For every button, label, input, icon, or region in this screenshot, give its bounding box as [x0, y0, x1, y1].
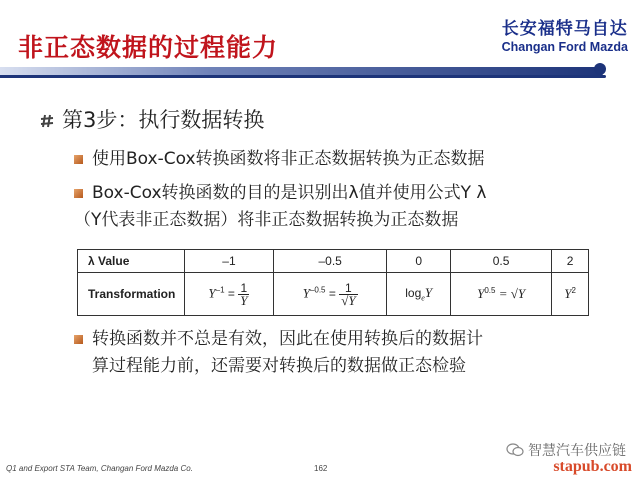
formula-part: log: [405, 286, 422, 301]
slide-title: 非正态数据的过程能力: [18, 33, 279, 62]
table-cell: [185, 273, 274, 316]
formula-part: e: [421, 293, 425, 303]
table-cell: –1: [185, 250, 274, 273]
formula-part: –1: [215, 285, 225, 295]
slide-header: [0, 0, 640, 80]
formula-part: 2: [571, 286, 576, 295]
square-bullet-icon: [74, 155, 83, 164]
formula-part: Y: [477, 286, 485, 301]
chat-icon: [506, 443, 524, 457]
watermark-site: stapub.com: [553, 458, 632, 475]
formula-part: Y: [424, 285, 433, 301]
bullet-text-line: （Y代表非正态数据）将非正态数据转换为正态数据: [74, 210, 459, 230]
table-cell: 0.5: [450, 250, 551, 273]
hash-bullet-icon: [40, 114, 54, 128]
footer-team: Q1 and Export STA Team, Changan Ford Mazda Co.: [6, 464, 193, 473]
bullet-text: 使用Box-Cox转换函数将非正态数据转换为正态数据: [92, 149, 485, 169]
table-cell: [450, 273, 551, 316]
bullet-item: [92, 146, 485, 173]
table-row: [78, 250, 589, 273]
fraction: [339, 282, 357, 307]
logo-chinese-text: 长安福特马自达: [501, 19, 628, 39]
table-cell: [387, 273, 451, 316]
bullet-text-line: Box-Cox转换函数的目的是识别出λ值并使用公式Y λ: [92, 183, 487, 203]
table-cell: [552, 273, 589, 316]
formula-part: =: [224, 286, 239, 301]
header-divider-cap: [594, 63, 606, 75]
watermark-text: 智慧汽车供应链: [528, 443, 626, 459]
formula-part: √Y: [341, 292, 356, 308]
table-header-lambda: λ Value: [78, 250, 185, 273]
table-row: [78, 273, 589, 316]
table-header-transformation: Transformation: [78, 273, 185, 316]
fraction: [238, 282, 249, 307]
formula-part: =: [325, 286, 340, 301]
square-bullet-icon: [74, 335, 83, 344]
formula-part: 1: [238, 282, 249, 295]
step-heading: [40, 104, 264, 134]
company-logo: [502, 14, 628, 54]
table-cell: 2: [552, 250, 589, 273]
formula-part: Y: [302, 285, 310, 301]
formula-part: Y: [208, 285, 216, 301]
formula-part: 0.5: [484, 286, 496, 295]
bullet-text-line: 转换函数并不总是有效，因此在使用转换后的数据计: [92, 329, 483, 349]
page-number: 162: [314, 464, 328, 473]
bullet-text-line: 算过程能力前，还需要对转换后的数据做正态检验: [92, 356, 466, 376]
formula-part: –0.5: [309, 285, 326, 295]
formula-part: 1: [339, 282, 357, 295]
transformation-table: [77, 249, 589, 316]
bullet-item: [74, 180, 612, 234]
formula-part: Y: [564, 286, 572, 301]
watermark-wechat: [506, 440, 626, 460]
table-cell: [273, 273, 386, 316]
step-text: 第3步：执行数据转换: [62, 108, 265, 132]
logo-english-text: Changan Ford Mazda: [501, 40, 628, 54]
table-cell: 0: [387, 250, 451, 273]
table-cell: –0.5: [273, 250, 386, 273]
square-bullet-icon: [74, 189, 83, 198]
bullet-item: [92, 326, 612, 380]
formula-part: Y: [240, 292, 248, 308]
formula-part: = √Y: [495, 286, 526, 301]
header-divider-dark: [0, 75, 606, 78]
